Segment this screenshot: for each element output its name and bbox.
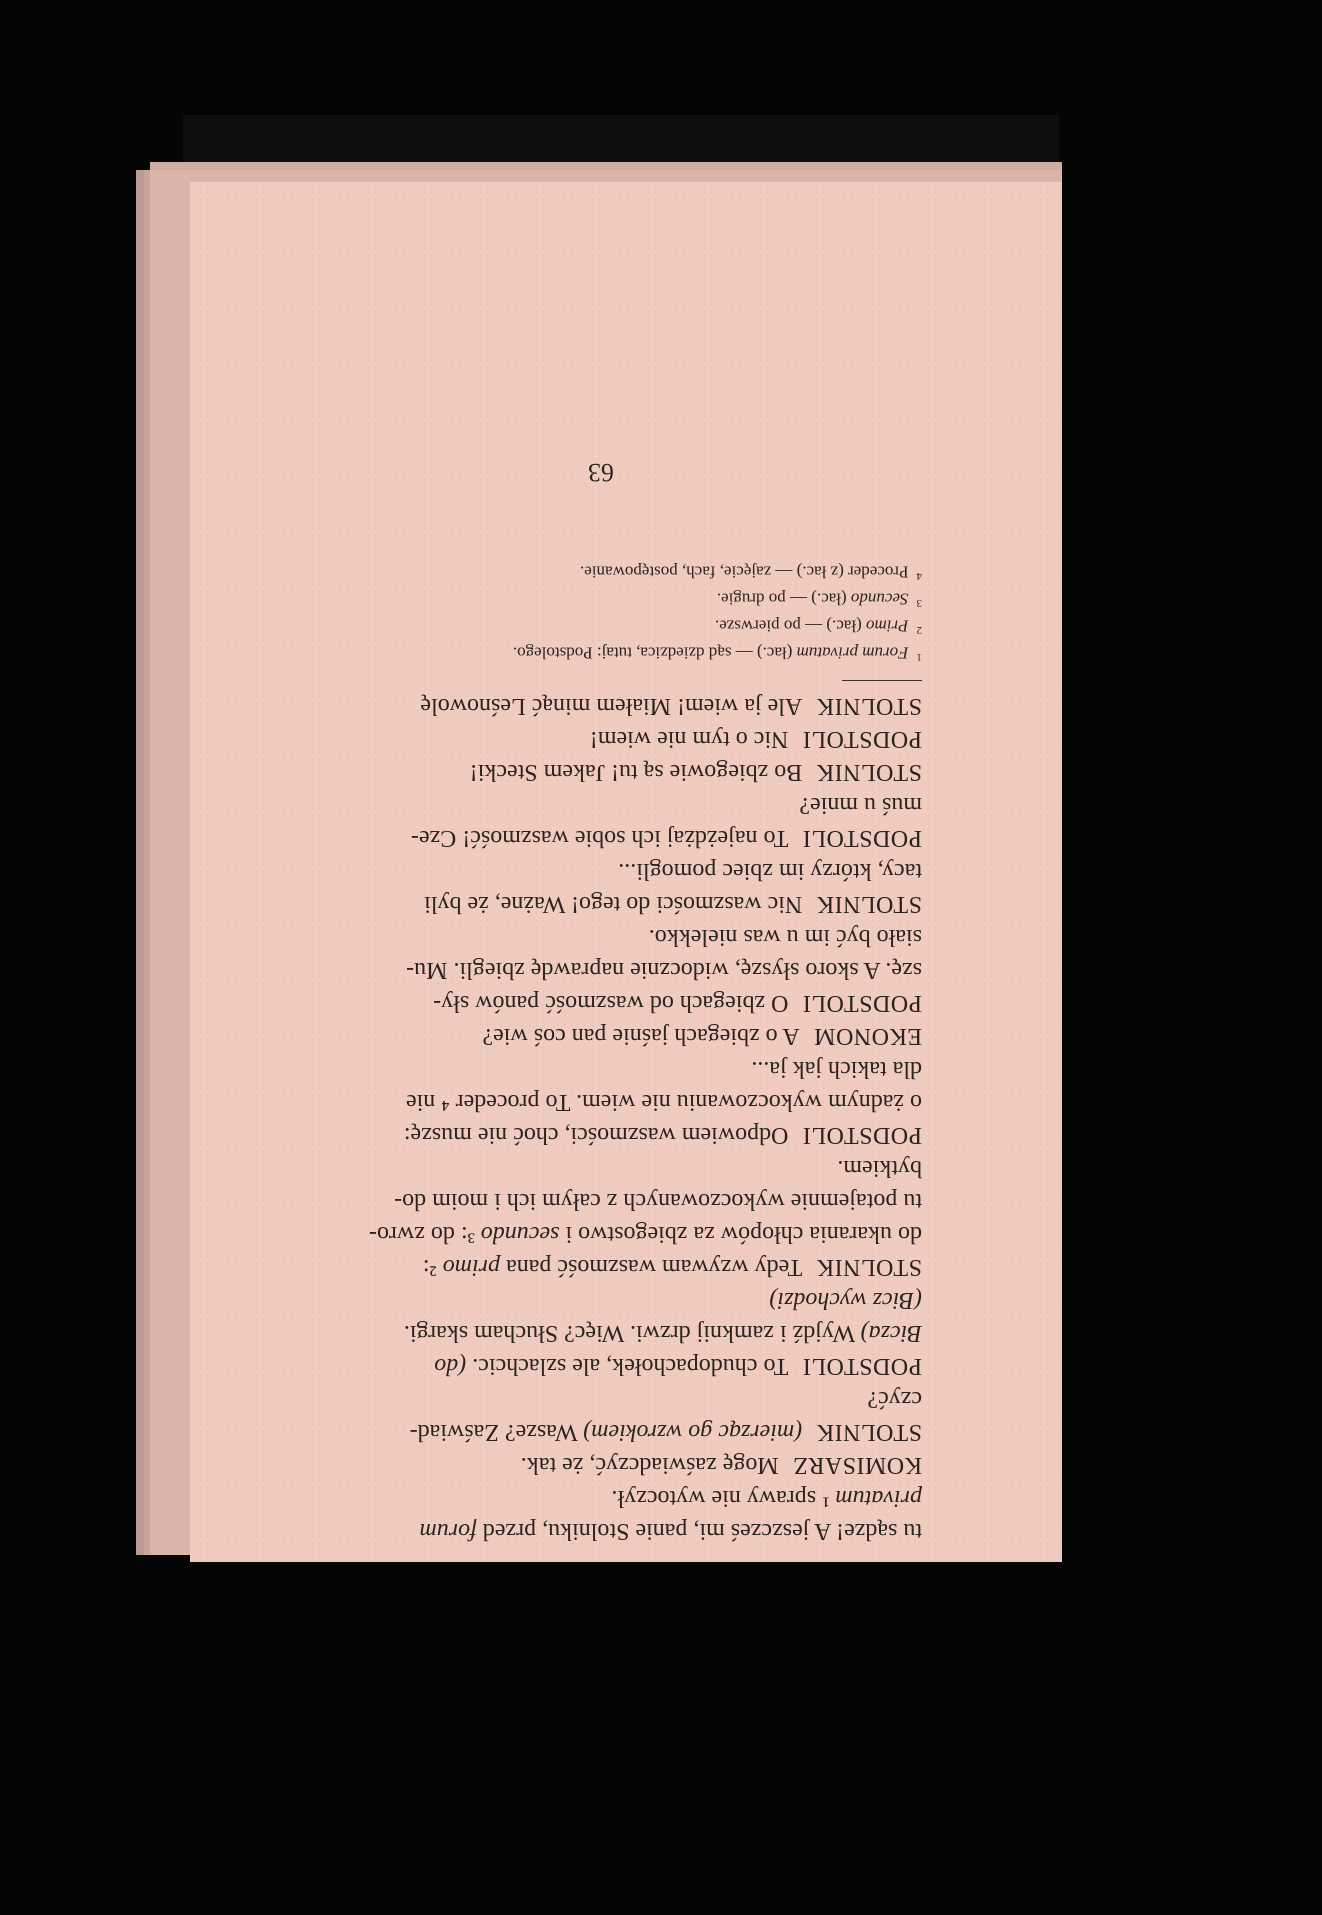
text-line xyxy=(280,1514,922,1547)
text-line xyxy=(280,920,922,953)
text-line xyxy=(280,1415,922,1448)
line-text: Odpowiem waszmości, choć nie muszę: xyxy=(403,1122,789,1148)
italic-text: secundo xyxy=(480,1221,560,1247)
line-text: tu potajemnie wykoczowanych z całym ich i moim do- xyxy=(394,1188,922,1214)
text-line xyxy=(280,689,922,722)
italic-text: privatum xyxy=(835,1485,922,1511)
book-page xyxy=(190,182,1062,1562)
line-text: O zbiegach od waszmość panów sły- xyxy=(433,990,789,1016)
speaker-name: STOLNIK xyxy=(816,759,922,785)
italic-text: (mierząc go wzrokiem) xyxy=(583,1419,803,1445)
text-line xyxy=(280,1283,922,1316)
line-text: czyć? xyxy=(867,1386,922,1412)
text-line xyxy=(280,788,922,821)
footnote-number: 2 xyxy=(916,624,922,636)
text-line xyxy=(280,1250,922,1283)
line-text: Nic o tym nie wiem! xyxy=(589,726,789,752)
speaker-name: STOLNIK xyxy=(816,891,922,917)
text-line xyxy=(280,1481,922,1514)
speaker-name: STOLNIK xyxy=(816,1419,922,1445)
footnote xyxy=(280,589,922,616)
italic-text: Bicza) xyxy=(860,1320,922,1346)
page-content-rotated xyxy=(190,182,1062,1562)
line-text: Mogę zaświadczyć, że tak. xyxy=(520,1452,779,1478)
speaker-name: EKONOM xyxy=(813,1023,922,1049)
footnote-text: (łac.) — sąd dziedzica, tutaj: Podstolego. xyxy=(512,643,797,663)
text-line xyxy=(280,1382,922,1415)
text-line xyxy=(280,1349,922,1382)
text-line xyxy=(280,854,922,887)
line-text: Bo zbiegowie są tu! Jakem Stecki! xyxy=(469,759,803,785)
speaker-name: PODSTOLI xyxy=(802,1353,922,1379)
line-text: szę. A skoro słyszę, widocznie naprawdę zbiegli. Mu- xyxy=(406,957,922,983)
italic-text: (do xyxy=(434,1353,467,1379)
line-text: Wyjdź i zamknij drzwi. Więc? Słucham skargi. xyxy=(403,1320,861,1346)
text-line xyxy=(280,1085,922,1118)
speaker-name: STOLNIK xyxy=(816,693,922,719)
line-text: Tedy wzywam waszmość pana xyxy=(500,1254,803,1280)
italic-text: forum xyxy=(419,1518,477,1544)
text-line xyxy=(280,722,922,755)
footnote-term: Primo xyxy=(866,616,909,636)
line-text: siało być im u was nielekko. xyxy=(648,924,922,950)
speaker-name: STOLNIK xyxy=(816,1254,922,1280)
line-text: tu sądze! A jeszcześ mi, panie Stolniku, przed xyxy=(476,1518,922,1544)
line-text: A o zbiegach jaśnie pan coś wie? xyxy=(482,1023,800,1049)
line-text: Ale ja wiem! Miałem minąć Leśnowolę xyxy=(420,693,803,719)
footnote xyxy=(280,616,922,643)
footnotes xyxy=(280,562,922,670)
footnote-rule xyxy=(842,680,922,681)
text-line xyxy=(280,1118,922,1151)
text-block xyxy=(280,458,922,1547)
line-text: do ukarania chłopów za zbiegostwo i xyxy=(559,1221,922,1247)
text-line xyxy=(280,986,922,1019)
footnote-number: 4 xyxy=(916,570,922,582)
footnote-text: (łac.) — po drugie. xyxy=(716,589,851,609)
text-line xyxy=(280,953,922,986)
speaker-name: KOMISARZ xyxy=(792,1452,922,1478)
line-text: To najeżdżaj ich sobie waszmość! Cze- xyxy=(410,825,789,851)
text-line xyxy=(280,1217,922,1250)
footnote-term: Secundo xyxy=(850,589,909,609)
italic-text: primo xyxy=(442,1254,501,1280)
text-line xyxy=(280,755,922,788)
dialogue-lines xyxy=(280,689,922,1547)
text-line xyxy=(280,1184,922,1217)
text-line xyxy=(280,1316,922,1349)
footnote xyxy=(280,562,922,589)
footnote-number: 1 xyxy=(916,651,922,663)
speaker-name: PODSTOLI xyxy=(802,726,922,752)
text-line xyxy=(280,1151,922,1184)
page-number: 63 xyxy=(588,458,614,487)
line-text: bytkiem. xyxy=(837,1155,922,1181)
line-text: To chudopachołek, ale szlachcic. xyxy=(466,1353,789,1379)
footnote xyxy=(280,643,922,670)
line-text: ²: xyxy=(422,1254,443,1280)
text-line xyxy=(280,1448,922,1481)
text-line xyxy=(280,887,922,920)
footnote-text: Proceder (z łac.) — zajęcie, fach, postępowanie. xyxy=(580,562,909,582)
line-text: tacy, którzy im zbiec pomogli... xyxy=(618,858,922,884)
speaker-name: PODSTOLI xyxy=(802,825,922,851)
text-line xyxy=(280,1019,922,1052)
line-text: ³: do zwro- xyxy=(368,1221,481,1247)
footnote-term: Forum privatum xyxy=(796,643,909,663)
footnote-number: 3 xyxy=(916,597,922,609)
line-text: dla takich jak ja... xyxy=(751,1056,922,1082)
line-text: Nic waszmości do tego! Ważne, że byli xyxy=(424,891,803,917)
line-text: Wasze? Zaświad- xyxy=(409,1419,584,1445)
speaker-name: PODSTOLI xyxy=(802,1122,922,1148)
italic-text: (Bicz wychodzi) xyxy=(769,1287,922,1313)
line-text: o żadnym wykoczowaniu nie wiem. To proceder ⁴ nie xyxy=(405,1089,922,1115)
text-line xyxy=(280,1052,922,1085)
text-line xyxy=(280,821,922,854)
line-text: muś u mnie? xyxy=(799,792,922,818)
speaker-name: PODSTOLI xyxy=(802,990,922,1016)
footnote-text: (łac.) — po pierwsze. xyxy=(714,616,866,636)
line-text: ¹ sprawy nie wytoczył. xyxy=(611,1485,836,1511)
